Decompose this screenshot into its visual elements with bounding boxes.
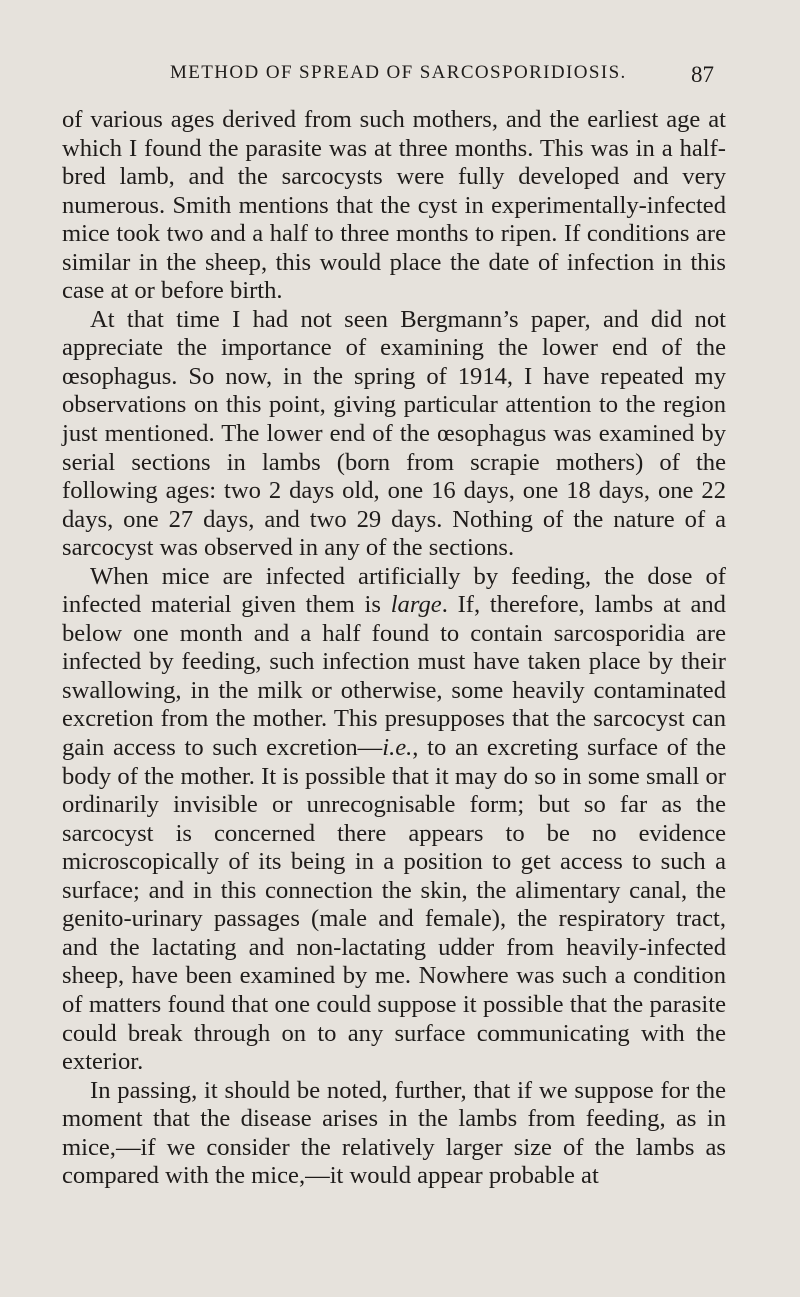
paragraph-3 bbox=[62, 563, 726, 1077]
paragraph-1 bbox=[62, 106, 726, 306]
paragraph-2 bbox=[62, 306, 726, 563]
body-text bbox=[62, 106, 726, 1191]
running-head bbox=[170, 62, 714, 88]
emphasis-ie: i.e. bbox=[382, 734, 413, 762]
paragraph-4 bbox=[62, 1077, 726, 1191]
paragraph-4-text: In passing, it should be noted, further, that if we suppose for the moment that the disease arises in the lambs from feeding, as in mice,—if we consider the relatively larger size of the lambs as compared with the mice,—it would appear probable at bbox=[62, 1076, 726, 1190]
paragraph-3-text-a: When mice are infected artificially by feeding, the dose of infected material given them is bbox=[62, 562, 726, 619]
paragraph-3-text-b: . If, therefore, lambs at and below one month and a half found to contain sarcosporidia are infected by feeding, such infection must have taken place by their swallowing, in the milk or otherwise, some heavily contaminated excretion from the mother. This presupposes that the sarcocyst can gain access to such excretion— bbox=[62, 591, 726, 762]
paragraph-3-text-c: , to an excreting surface of the body of the mother. It is possible that it may do so in some small or ordinarily invisible or unrecognisable form; but so far as the sarcocyst is concerned there appears to be no evidence microscopically of its being in a position to get access to such a surface; and in this connection the skin, the alimentary canal, the genito-urinary passages (male and female), the respiratory tract, and the lactating and non-lactating udder from heavily-infected sheep, have been examined by me. Nowhere was such a condition of matters found that one could suppose it possible that the parasite could break through on to any surface communicating with the exterior. bbox=[62, 734, 727, 1076]
paragraph-2-text: At that time I had not seen Bergmann’s paper, and did not appreciate the importance of examining the lower end of the œsophagus. So now, in the spring of 1914, I have repeated my observations on this point, giving particular attention to the region just mentioned. The lower end of the œsophagus was examined by serial sections in lambs (born from scrapie mothers) of the following ages: two 2 days old, one 16 days, one 18 days, one 22 days, one 27 days, and two 29 days. Nothing of the nature of a sarcocyst was observed in any of the sections. bbox=[62, 305, 726, 562]
page-number: 87 bbox=[691, 62, 714, 87]
running-head-title: METHOD OF SPREAD OF SARCOSPORIDIOSIS. bbox=[170, 62, 627, 83]
emphasis-large: large bbox=[390, 591, 442, 619]
paragraph-1-text: of various ages derived from such mothers, and the earliest age at which I found the parasite was at three months. This was in a half-bred lamb, and the sarcocysts were fully developed and very numerous. Smith mentions that the cyst in experimentally-infected mice took two and a half to three months to ripen. If conditions are similar in the sheep, this would place the date of infection in this case at or before birth. bbox=[62, 106, 726, 305]
